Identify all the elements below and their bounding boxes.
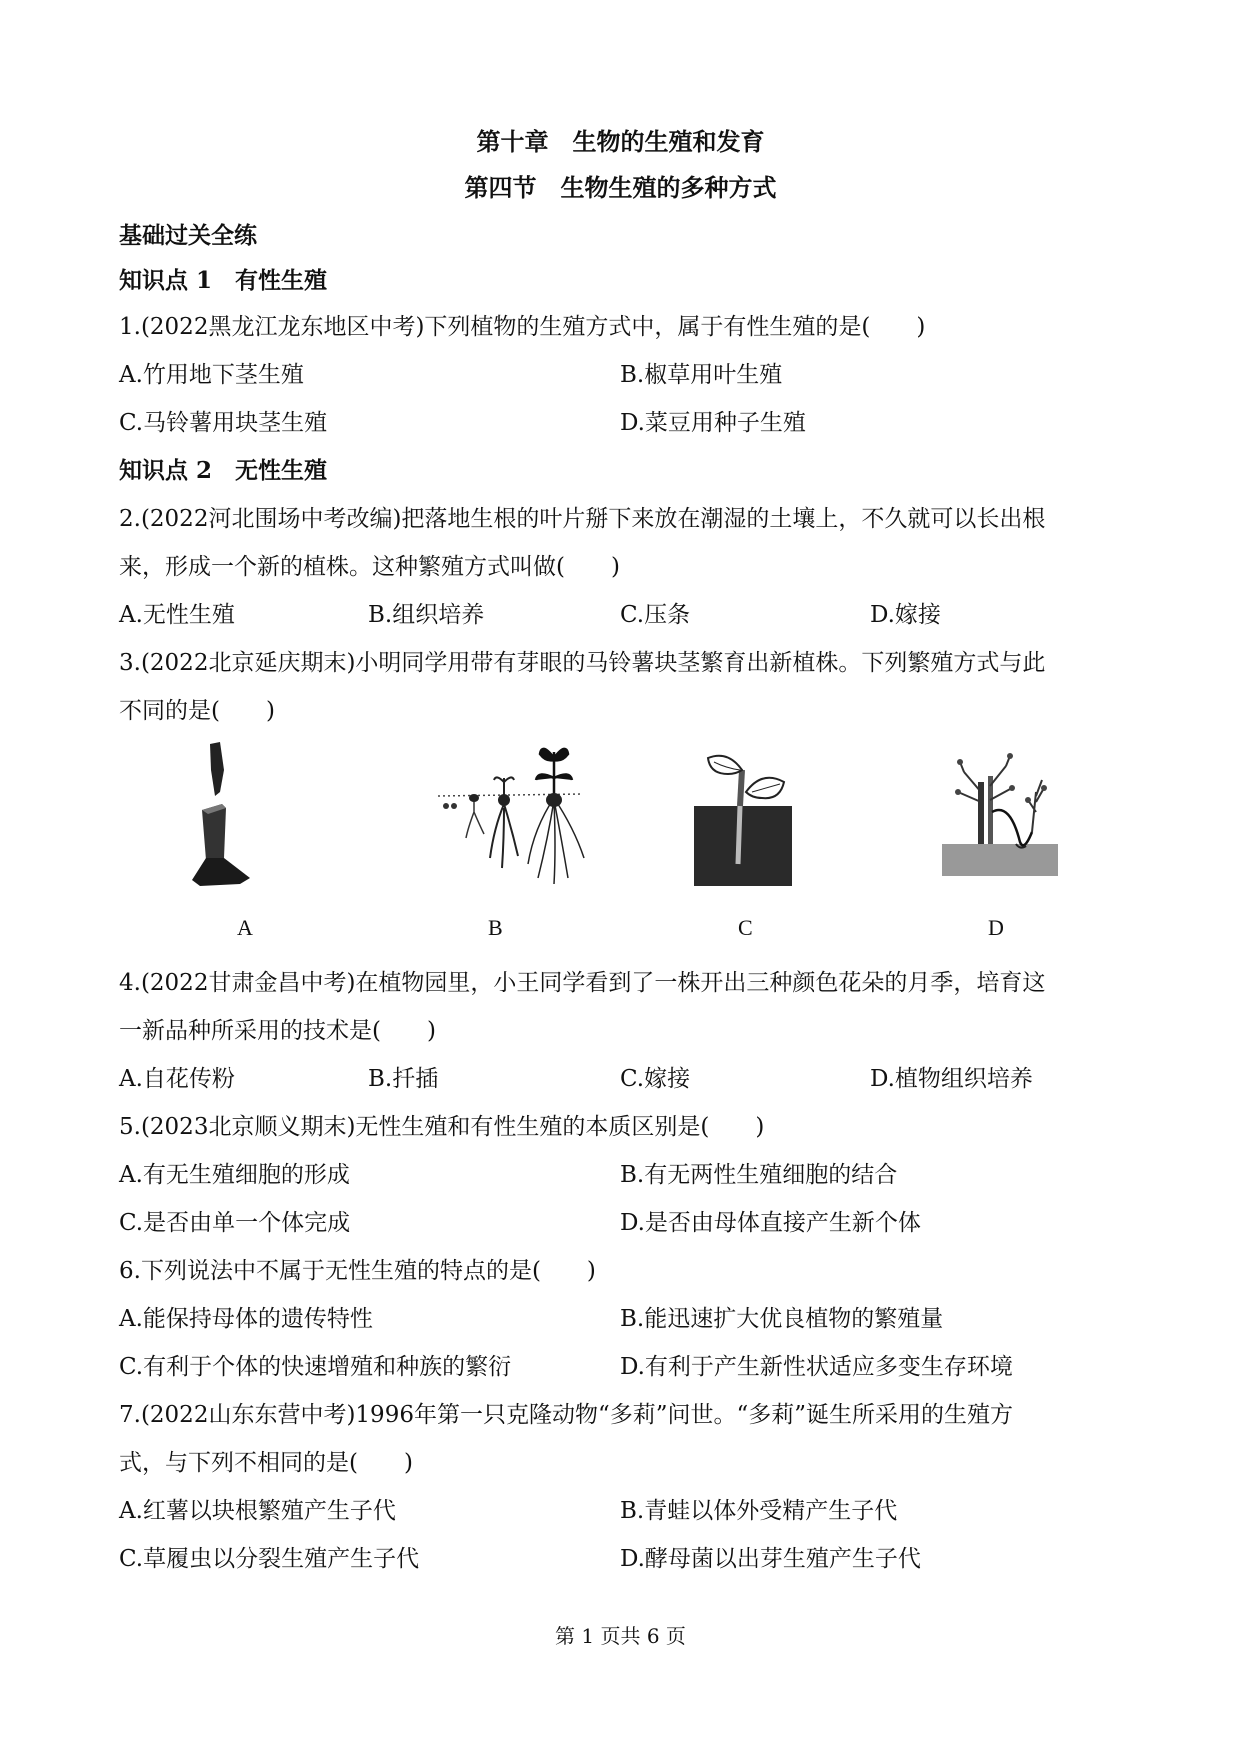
q6-stem: 6.下列说法中不属于无性生殖的特点的是( ) (119, 1258, 596, 1284)
q7-option-b: B.青蛙以体外受精产生子代 (620, 1498, 898, 1524)
part-heading: 基础过关全练 (119, 222, 257, 249)
q1-option-a: A.竹用地下茎生殖 (119, 362, 304, 388)
section-title: 第四节 生物生殖的多种方式 (464, 173, 777, 202)
figure-a-grafting-icon (180, 740, 270, 890)
q6-option-d: D.有利于产生新性状适应多变生存环境 (620, 1354, 1013, 1380)
knowledge-point-2: 知识点 2 无性生殖 (119, 457, 328, 484)
page-footer: 第 1 页共 6 页 (555, 1624, 686, 1648)
q2-stem-line2: 来，形成一个新的植株。这种繁殖方式叫做( ) (119, 554, 620, 580)
q1-stem: 1.(2022黑龙江龙东地区中考)下列植物的生殖方式中，属于有性生殖的是( ) (119, 314, 926, 340)
figure-b-label: B (488, 915, 503, 940)
q4-stem-line1: 4.(2022甘肃金昌中考)在植物园里，小王同学看到了一株开出三种颜色花朵的月季，培育这 (119, 970, 1046, 996)
q6-option-b: B.能迅速扩大优良植物的繁殖量 (620, 1306, 944, 1332)
q7-stem-line1: 7.(2022山东东营中考)1996年第一只克隆动物“多莉”问世。“多莉”诞生所采用的生殖方 (119, 1402, 1013, 1428)
figure-c-cutting-icon (688, 740, 798, 890)
q2-option-c: C.压条 (620, 602, 691, 628)
q2-option-a: A.无性生殖 (119, 602, 235, 628)
figure-a-label: A (237, 915, 253, 940)
q5-option-c: C.是否由单一个体完成 (119, 1210, 351, 1236)
knowledge-point-1: 知识点 1 有性生殖 (119, 267, 328, 294)
q5-option-a: A.有无生殖细胞的形成 (119, 1162, 350, 1188)
q4-option-b: B.扦插 (368, 1066, 439, 1092)
q1-option-c: C.马铃薯用块茎生殖 (119, 410, 328, 436)
figure-d-label: D (988, 915, 1004, 940)
q7-option-d: D.酵母菌以出芽生殖产生子代 (620, 1546, 921, 1572)
q5-option-d: D.是否由母体直接产生新个体 (620, 1210, 921, 1236)
figure-c-label: C (738, 915, 753, 940)
q3-stem-line1: 3.(2022北京延庆期末)小明同学用带有芽眼的马铃薯块茎繁育出新植株。下列繁殖方式与此 (119, 650, 1046, 676)
q6-option-c: C.有利于个体的快速增殖和种族的繁衍 (119, 1354, 512, 1380)
q5-option-b: B.有无两性生殖细胞的结合 (620, 1162, 898, 1188)
q4-option-c: C.嫁接 (620, 1066, 691, 1092)
q7-option-c: C.草履虫以分裂生殖产生子代 (119, 1546, 420, 1572)
q4-option-d: D.植物组织培养 (870, 1066, 1033, 1092)
figure-b-seedling-icon (438, 738, 588, 888)
q4-stem-line2: 一新品种所采用的技术是( ) (119, 1018, 436, 1044)
q7-option-a: A.红薯以块根繁殖产生子代 (119, 1498, 396, 1524)
figure-d-layering-icon (940, 752, 1060, 882)
q1-option-b: B.椒草用叶生殖 (620, 362, 783, 388)
q6-option-a: A.能保持母体的遗传特性 (119, 1306, 373, 1332)
q2-option-d: D.嫁接 (870, 602, 941, 628)
chapter-title: 第十章 生物的生殖和发育 (476, 127, 765, 156)
q7-stem-line2: 式，与下列不相同的是( ) (119, 1450, 413, 1476)
q1-option-d: D.菜豆用种子生殖 (620, 410, 806, 436)
q3-stem-line2: 不同的是( ) (119, 698, 275, 724)
q5-stem: 5.(2023北京顺义期末)无性生殖和有性生殖的本质区别是( ) (119, 1114, 765, 1140)
q4-option-a: A.自花传粉 (119, 1066, 235, 1092)
q2-option-b: B.组织培养 (368, 602, 485, 628)
q2-stem-line1: 2.(2022河北围场中考改编)把落地生根的叶片掰下来放在潮湿的土壤上，不久就可以长出根 (119, 506, 1046, 532)
